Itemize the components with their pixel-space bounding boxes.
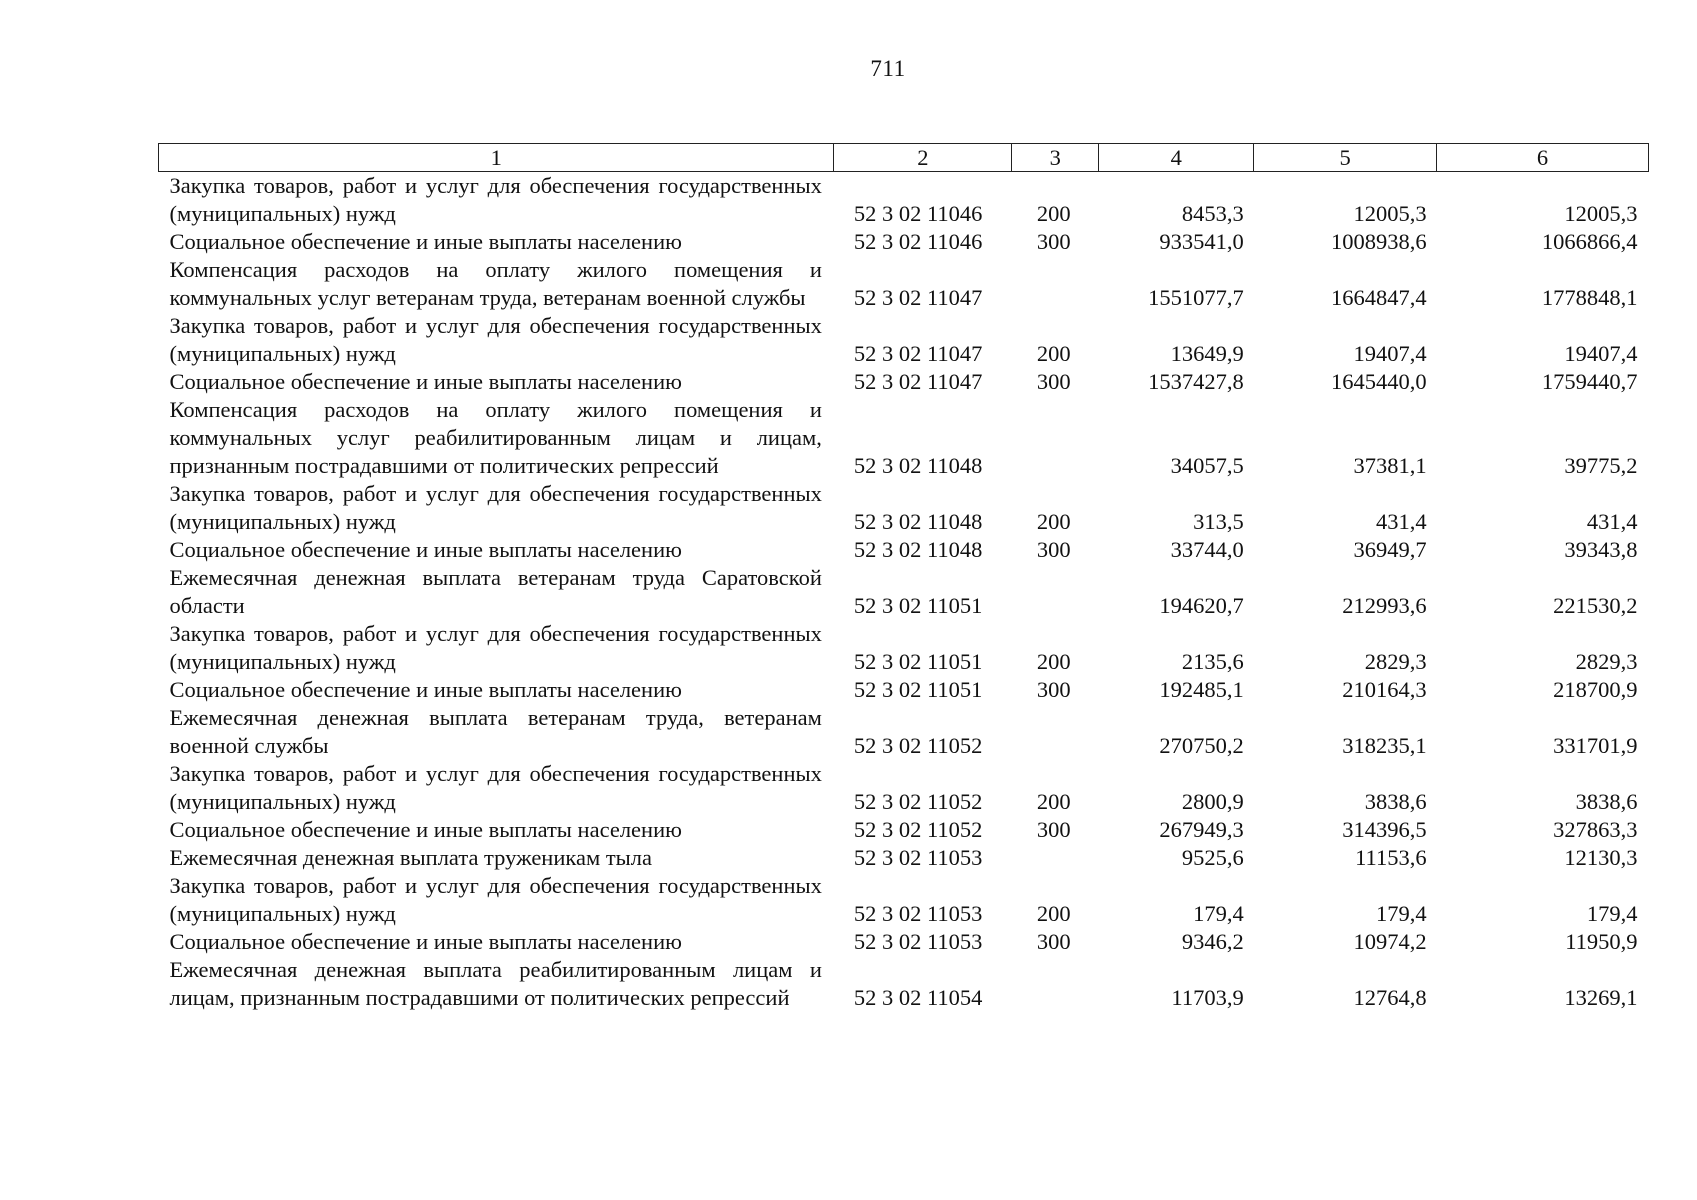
row-expense-type (1012, 844, 1099, 872)
table-row (159, 816, 1649, 844)
row-name: Социальное обеспечение и иные выплаты населению (169, 369, 682, 394)
table-row (159, 368, 1649, 396)
table-row (159, 704, 1649, 760)
row-code: 52 3 02 11048 (853, 453, 983, 478)
row-expense-type: 200 (1036, 341, 1071, 366)
row-value-col4: 270750,2 (1159, 733, 1244, 758)
table-row (159, 676, 1649, 704)
table-row (159, 844, 1649, 872)
table-row (159, 536, 1649, 564)
row-name: Компенсация расходов на оплату жилого помещения и коммунальных услуг ветеранам труда, ветеранам военной службы (169, 257, 822, 310)
row-value-col4: 9525,6 (1181, 845, 1244, 870)
row-expense-type: 300 (1036, 369, 1071, 394)
row-value-col4: 13649,9 (1170, 341, 1244, 366)
row-expense-type (1012, 564, 1099, 620)
row-value-col5: 431,4 (1375, 509, 1427, 534)
row-expense-type: 300 (1036, 929, 1071, 954)
row-code: 52 3 02 11051 (853, 649, 983, 674)
row-value-col4: 267949,3 (1159, 817, 1244, 842)
row-value-col5: 3838,6 (1364, 789, 1427, 814)
row-name: Компенсация расходов на оплату жилого помещения и коммунальных услуг реабилитированным лицам и лицам, признанным пострадавшими от политических репрессий (169, 397, 822, 478)
row-code: 52 3 02 11046 (853, 201, 983, 226)
row-code: 52 3 02 11047 (853, 369, 983, 394)
row-code: 52 3 02 11053 (853, 845, 983, 870)
row-value-col4: 194620,7 (1159, 593, 1244, 618)
row-value-col5: 19407,4 (1353, 341, 1427, 366)
row-expense-type (1012, 256, 1099, 312)
row-name: Ежемесячная денежная выплата труженикам тыла (169, 845, 652, 870)
row-code: 52 3 02 11048 (853, 537, 983, 562)
row-value-col4: 313,5 (1193, 509, 1244, 534)
row-expense-type: 200 (1036, 201, 1071, 226)
row-expense-type: 200 (1036, 789, 1071, 814)
row-code: 52 3 02 11052 (853, 789, 983, 814)
row-expense-type: 200 (1036, 901, 1071, 926)
row-value-col5: 212993,6 (1342, 593, 1427, 618)
row-value-col6: 1759440,7 (1541, 369, 1638, 394)
row-value-col5: 11153,6 (1355, 845, 1427, 870)
row-value-col6: 218700,9 (1553, 677, 1638, 702)
table-row (159, 928, 1649, 956)
table-row (159, 312, 1649, 368)
row-expense-type: 200 (1036, 649, 1071, 674)
row-value-col5: 318235,1 (1342, 733, 1427, 758)
row-value-col4: 1551077,7 (1148, 285, 1244, 310)
row-name: Социальное обеспечение и иные выплаты населению (169, 537, 682, 562)
row-value-col5: 12005,3 (1353, 201, 1427, 226)
table-row (159, 228, 1649, 256)
row-value-col6: 19407,4 (1564, 341, 1638, 366)
row-value-col4: 33744,0 (1170, 537, 1244, 562)
table-row (159, 172, 1649, 229)
row-value-col6: 327863,3 (1553, 817, 1638, 842)
row-value-col4: 11703,9 (1171, 985, 1244, 1010)
row-value-col5: 36949,7 (1353, 537, 1427, 562)
row-value-col4: 34057,5 (1170, 453, 1244, 478)
row-expense-type: 300 (1036, 537, 1071, 562)
table-row (159, 480, 1649, 536)
row-value-col4: 933541,0 (1159, 229, 1244, 254)
row-value-col4: 8453,3 (1181, 201, 1244, 226)
row-expense-type: 300 (1036, 817, 1071, 842)
header-col-2: 2 (834, 144, 1012, 172)
row-value-col6: 179,4 (1586, 901, 1638, 926)
table-row (159, 396, 1649, 480)
row-name: Социальное обеспечение и иные выплаты населению (169, 929, 682, 954)
header-col-3: 3 (1012, 144, 1099, 172)
table-row (159, 256, 1649, 312)
row-name: Закупка товаров, работ и услуг для обеспечения государственных (муниципальных) нужд (169, 313, 822, 366)
row-name: Закупка товаров, работ и услуг для обеспечения государственных (муниципальных) нужд (169, 481, 822, 534)
row-code: 52 3 02 11047 (853, 341, 983, 366)
row-value-col6: 331701,9 (1553, 733, 1638, 758)
row-name: Закупка товаров, работ и услуг для обеспечения государственных (муниципальных) нужд (169, 621, 822, 674)
row-value-col6: 39775,2 (1564, 453, 1638, 478)
row-value-col5: 210164,3 (1342, 677, 1427, 702)
header-col-1: 1 (159, 144, 834, 172)
row-value-col6: 2829,3 (1575, 649, 1638, 674)
table-row (159, 564, 1649, 620)
row-value-col6: 12130,3 (1564, 845, 1638, 870)
row-expense-type (1012, 704, 1099, 760)
header-col-4: 4 (1099, 144, 1254, 172)
row-value-col6: 12005,3 (1564, 201, 1638, 226)
header-row (159, 144, 1649, 172)
row-code: 52 3 02 11051 (853, 677, 983, 702)
row-value-col6: 1778848,1 (1541, 285, 1638, 310)
table-body (159, 172, 1649, 1013)
table-row (159, 620, 1649, 676)
row-value-col5: 179,4 (1375, 901, 1427, 926)
page-number: 711 (870, 56, 906, 81)
row-name: Ежемесячная денежная выплата реабилитированным лицам и лицам, признанным пострадавшими от политических репрессий (169, 957, 822, 1010)
row-value-col5: 1664847,4 (1330, 285, 1427, 310)
table-row (159, 956, 1649, 1012)
row-name: Ежемесячная денежная выплата ветеранам труда Саратовской области (169, 565, 822, 618)
row-code: 52 3 02 11051 (853, 593, 983, 618)
header-col-6: 6 (1437, 144, 1649, 172)
budget-table (158, 143, 1649, 1012)
row-name: Закупка товаров, работ и услуг для обеспечения государственных (муниципальных) нужд (169, 873, 822, 926)
row-value-col4: 2800,9 (1181, 789, 1244, 814)
row-value-col4: 9346,2 (1181, 929, 1244, 954)
row-value-col6: 1066866,4 (1541, 229, 1638, 254)
row-value-col6: 39343,8 (1564, 537, 1638, 562)
row-expense-type (1012, 956, 1099, 1012)
row-value-col5: 10974,2 (1353, 929, 1427, 954)
row-value-col5: 1645440,0 (1330, 369, 1427, 394)
row-code: 52 3 02 11052 (853, 817, 983, 842)
header-col-5: 5 (1254, 144, 1437, 172)
row-value-col4: 179,4 (1193, 901, 1244, 926)
row-value-col6: 13269,1 (1564, 985, 1638, 1010)
row-value-col4: 2135,6 (1181, 649, 1244, 674)
row-code: 52 3 02 11054 (853, 985, 983, 1010)
row-code: 52 3 02 11052 (853, 733, 983, 758)
table-row (159, 872, 1649, 928)
row-name: Социальное обеспечение и иные выплаты населению (169, 817, 682, 842)
row-name: Закупка товаров, работ и услуг для обеспечения государственных (муниципальных) нужд (169, 761, 822, 814)
row-name: Закупка товаров, работ и услуг для обеспечения государственных (муниципальных) нужд (169, 173, 822, 226)
row-expense-type: 300 (1036, 229, 1071, 254)
row-value-col5: 1008938,6 (1330, 229, 1427, 254)
row-code: 52 3 02 11048 (853, 509, 983, 534)
row-value-col6: 3838,6 (1575, 789, 1638, 814)
row-value-col5: 314396,5 (1342, 817, 1427, 842)
row-name: Социальное обеспечение и иные выплаты населению (169, 677, 682, 702)
row-value-col4: 1537427,8 (1148, 369, 1244, 394)
row-value-col5: 37381,1 (1353, 453, 1427, 478)
table-header (159, 144, 1649, 172)
row-code: 52 3 02 11047 (853, 285, 983, 310)
row-value-col5: 2829,3 (1364, 649, 1427, 674)
row-code: 52 3 02 11046 (853, 229, 983, 254)
table-row (159, 760, 1649, 816)
row-value-col4: 192485,1 (1159, 677, 1244, 702)
row-value-col5: 12764,8 (1353, 985, 1427, 1010)
row-expense-type: 300 (1036, 677, 1071, 702)
row-code: 52 3 02 11053 (853, 929, 983, 954)
row-value-col6: 431,4 (1586, 509, 1638, 534)
row-expense-type: 200 (1036, 509, 1071, 534)
row-code: 52 3 02 11053 (853, 901, 983, 926)
row-name: Социальное обеспечение и иные выплаты населению (169, 229, 682, 254)
row-value-col6: 221530,2 (1553, 593, 1638, 618)
row-name: Ежемесячная денежная выплата ветеранам труда, ветеранам военной службы (169, 705, 822, 758)
row-expense-type (1012, 396, 1099, 480)
row-value-col6: 11950,9 (1565, 929, 1638, 954)
